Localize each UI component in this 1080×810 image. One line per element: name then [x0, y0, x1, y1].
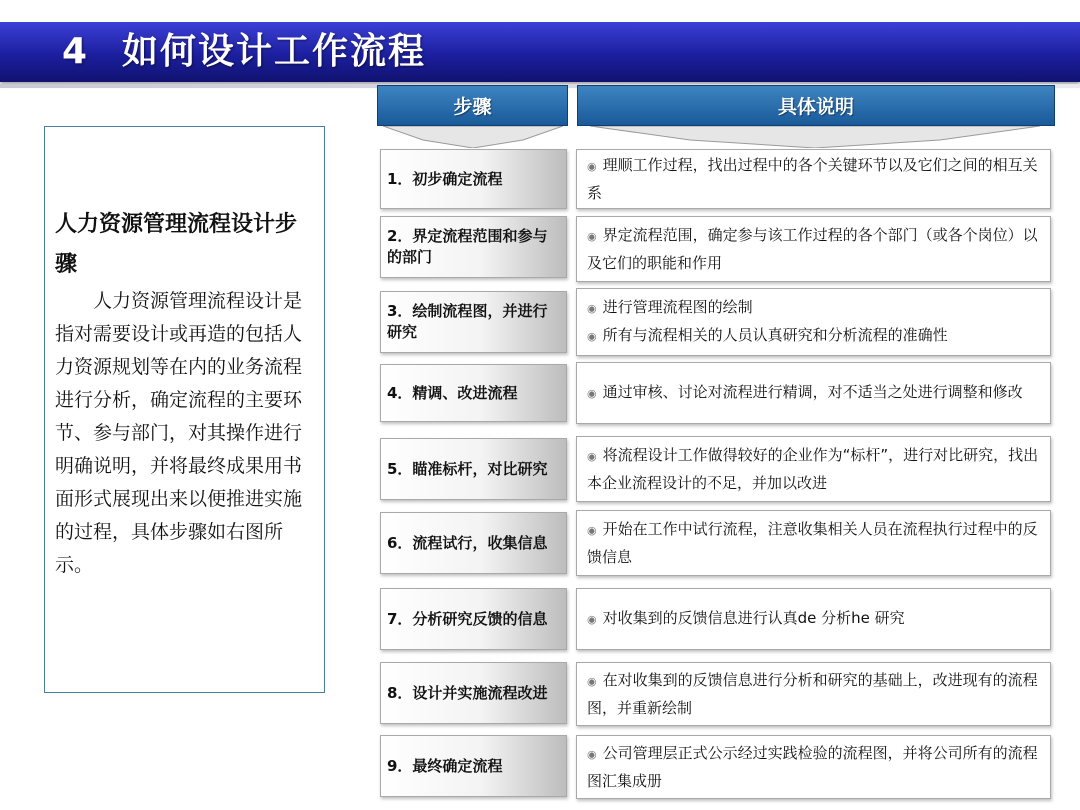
description-6 — [576, 510, 1051, 576]
description-3 — [576, 288, 1051, 356]
title-bar — [0, 22, 1080, 82]
step-label: 2．界定流程范围和参与的部门 — [387, 227, 548, 266]
step-label: 9．最终确定流程 — [387, 756, 503, 775]
description-line — [587, 294, 1042, 322]
header-description: 具体说明 — [577, 85, 1055, 126]
description-4 — [576, 362, 1051, 424]
description-9 — [576, 735, 1051, 799]
page-title — [62, 30, 426, 74]
step-label: 4．精调、改进流程 — [387, 383, 518, 402]
description-text: 通过审核、讨论对流程进行精调，对不适当之处进行调整和修改 — [602, 383, 1023, 401]
description-text: 开始在工作中试行流程，注意收集相关人员在流程执行过程中的反馈信息 — [587, 520, 1038, 566]
desc-header-chevron — [590, 126, 1040, 148]
description-line — [587, 740, 1042, 794]
header-step: 步骤 — [377, 85, 568, 126]
description-text: 公司管理层正式公示经过实践检验的流程图，并将公司所有的流程图汇集成册 — [587, 744, 1038, 790]
description-line — [587, 605, 1042, 633]
step-label: 6．流程试行，收集信息 — [387, 533, 548, 552]
bullet-icon: ◉ — [587, 675, 597, 688]
left-panel — [44, 126, 325, 693]
step-4 — [380, 364, 567, 422]
bullet-icon: ◉ — [587, 524, 597, 537]
description-1 — [576, 149, 1051, 209]
description-line — [587, 379, 1042, 407]
description-line — [587, 667, 1042, 721]
description-line — [587, 322, 1042, 350]
step-label: 5．瞄准标杆，对比研究 — [387, 459, 548, 478]
title-label: 如何设计工作流程 — [122, 31, 427, 72]
bullet-icon: ◉ — [587, 160, 597, 173]
step-label: 7．分析研究反馈的信息 — [387, 609, 548, 628]
step-2 — [380, 216, 567, 278]
description-7 — [576, 588, 1051, 650]
description-text: 将流程设计工作做得较好的企业作为“标杆”，进行对比研究，找出本企业流程设计的不足，并加以改进 — [587, 446, 1039, 492]
step-3 — [380, 291, 567, 353]
bullet-icon: ◉ — [587, 613, 597, 626]
description-line — [587, 442, 1042, 496]
step-7 — [380, 588, 567, 650]
title-number: 4 — [62, 31, 90, 72]
bullet-icon: ◉ — [587, 302, 597, 315]
description-text: 对收集到的反馈信息进行认真de 分析he 研究 — [602, 609, 905, 627]
step-8 — [380, 662, 567, 724]
bullet-icon: ◉ — [587, 748, 597, 761]
description-text: 进行管理流程图的绘制 — [602, 298, 753, 316]
step-1 — [380, 149, 567, 209]
description-line — [587, 516, 1042, 570]
description-line — [587, 222, 1042, 276]
step-header-chevron — [383, 126, 563, 148]
bullet-icon: ◉ — [587, 330, 597, 343]
bullet-icon: ◉ — [587, 230, 597, 243]
description-8 — [576, 662, 1051, 726]
bullet-icon: ◉ — [587, 387, 597, 400]
description-text: 界定流程范围，确定参与该工作过程的各个部门（或各个岗位）以及它们的职能和作用 — [587, 226, 1038, 272]
left-panel-heading: 人力资源管理流程设计步骤 — [55, 212, 298, 277]
description-line — [587, 152, 1042, 206]
step-label: 1．初步确定流程 — [387, 169, 503, 188]
description-2 — [576, 216, 1051, 282]
bullet-icon: ◉ — [587, 450, 597, 463]
step-6 — [380, 512, 567, 574]
description-text: 在对收集到的反馈信息进行分析和研究的基础上，改进现有的流程图，并重新绘制 — [587, 671, 1038, 717]
left-panel-body: 人力资源管理流程设计是指对需要设计或再造的包括人力资源规划等在内的业务流程进行分析，确定流程的主要环节、参与部门，对其操作进行明确说明，并将最终成果用书面形式展现出来以便推进实施的过程，具体步骤如右图所示。 — [55, 290, 303, 576]
step-label: 3．绘制流程图，并进行研究 — [387, 302, 548, 341]
step-label: 8．设计并实施流程改进 — [387, 683, 548, 702]
description-text: 理顺工作过程，找出过程中的各个关键环节以及它们之间的相互关系 — [587, 156, 1038, 202]
step-5 — [380, 438, 567, 500]
description-text: 所有与流程相关的人员认真研究和分析流程的准确性 — [602, 326, 948, 344]
step-9 — [380, 735, 567, 797]
description-5 — [576, 436, 1051, 502]
